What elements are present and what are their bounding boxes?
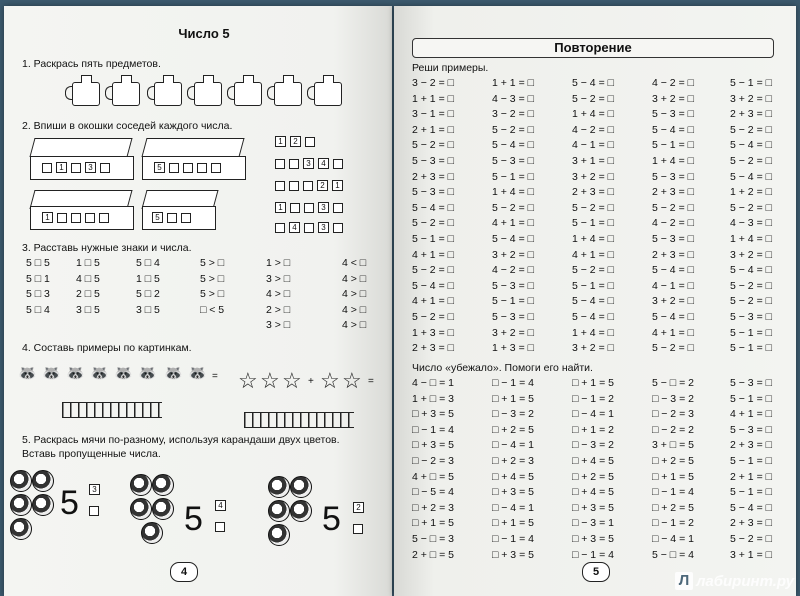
star-icon: ☆ <box>342 368 362 393</box>
ball-icon <box>10 518 32 540</box>
plus-sign: + <box>308 376 314 387</box>
missing-col-1: 4 − □ = 1 1 + □ = 3 □ + 3 = 5 □ − 1 = 4 □ + 3 = 5 □ − 2 = 3 4 + □ = 5 □ − 5 = 4 □ + 2 = 3 □ + 1 = 5 5 − □ = 3 2 + □ = 5 <box>412 377 454 561</box>
star-icon: ☆ <box>238 368 258 393</box>
teapot-icon <box>194 82 222 106</box>
raccoon-icon: 🦝 <box>188 365 207 382</box>
teapot-icon <box>314 82 342 106</box>
ball-icon <box>141 522 163 544</box>
answer-cells <box>62 402 162 418</box>
ball-icon <box>268 500 290 522</box>
escaped-heading: Число «убежало». Помоги его найти. <box>412 362 593 374</box>
task5-subtext: Вставь пропущенные числа. <box>22 448 161 460</box>
raccoon-icon: 🦝 <box>114 365 133 382</box>
empty-cell[interactable] <box>89 506 99 516</box>
number-five: 5 <box>184 500 203 538</box>
ball-icon <box>152 474 174 496</box>
raccoon-icon: 🦝 <box>66 365 85 382</box>
house-roof <box>29 138 132 157</box>
equals-sign: = <box>212 371 218 382</box>
left-page: Число 5 1. Раскрась пять предметов. 2. Впиши в окошки соседей каждого числа. 1 3 5 1 5 1 2 3 4 2 1 1 3 4 3 3. Расставь нужные знаки и числа. 5 □ 5 5 □ 1 5 □ 3 5 □ 4 1 □ 5 4 □ 5 2 □ 5 3 □ 5 5 □ 4 1 □ 5 5 □ 2 3 □ 5 5 > □ 5 > □ 5 > □ □ < 5 1 > □ 3 > □ 4 > □ 2 > □ 3 > □ 4 < □ 4 > □ 4 > □ 4 > □ 4 > □ 4. Составь примеры по картинкам. 🦝 🦝 🦝 🦝 🦝 🦝 🦝 🦝 = ☆ ☆ ☆ + ☆ ☆ = 5. Раскрась мячи по-разному, используя карандаши двух цветов. Вставь пропущенные числа. 5 3 5 4 5 2 4 <box>4 6 392 596</box>
labirint-logo-icon: Л <box>675 572 693 590</box>
raccoon-icon: 🦝 <box>42 365 61 382</box>
task3-text: 3. Расставь нужные знаки и числа. <box>22 242 192 254</box>
part-number: 2 <box>353 502 364 513</box>
examples-col-3: 5 − 4 = □ 5 − 2 = □ 1 + 4 = □ 4 − 2 = □ 4 − 1 = □ 3 + 1 = □ 3 + 2 = □ 2 + 3 = □ 5 − 2 = □ 5 − 1 = □ 1 + 4 = □ 4 + 1 = □ 5 − 2 = □ 5 − 1 = □ 5 − 4 = □ 5 − 4 = □ 1 + 4 = □ 3 + 2 = □ <box>572 77 614 355</box>
ball-icon <box>130 498 152 520</box>
house: 1 <box>30 206 134 230</box>
page-number: 4 <box>170 562 198 582</box>
equals-sign: = <box>368 376 374 387</box>
raccoon-icon: 🦝 <box>90 365 109 382</box>
teapot-icon <box>274 82 302 106</box>
compare-col: 1 □ 5 4 □ 5 2 □ 5 3 □ 5 <box>76 257 100 316</box>
teapot-icon <box>234 82 262 106</box>
compare-col: 5 □ 4 1 □ 5 5 □ 2 3 □ 5 <box>136 257 160 316</box>
raccoon-icon: 🦝 <box>138 365 157 382</box>
right-page <box>394 6 796 596</box>
part-number: 3 <box>89 484 100 495</box>
ball-icon <box>290 500 312 522</box>
examples-col-2: 1 + 1 = □ 4 − 3 = □ 3 − 2 = □ 5 − 2 = □ 5 − 4 = □ 5 − 3 = □ 5 − 1 = □ 1 + 4 = □ 5 − 2 = □ 4 + 1 = □ 5 − 4 = □ 3 + 2 = □ 4 − 2 = □ 5 − 3 = □ 5 − 1 = □ 5 − 3 = □ 3 + 2 = □ 1 + 3 = □ <box>492 77 534 355</box>
part-number: 4 <box>215 500 226 511</box>
star-icon: ☆ <box>282 368 302 393</box>
number-five: 5 <box>322 500 341 538</box>
watermark <box>675 572 794 590</box>
star-icon: ☆ <box>320 368 340 393</box>
raccoon-icon: 🦝 <box>164 365 183 382</box>
compare-col: 4 < □ 4 > □ 4 > □ 4 > □ 4 > □ <box>342 257 367 332</box>
ball-icon <box>10 494 32 516</box>
raccoon-icon: 🦝 <box>18 365 37 382</box>
watermark-text: лабиринт.ру <box>696 572 794 590</box>
compare-col: 1 > □ 3 > □ 4 > □ 2 > □ 3 > □ <box>266 257 291 332</box>
solve-heading: Реши примеры. <box>412 62 489 74</box>
ball-icon <box>290 476 312 498</box>
missing-col-2: □ − 1 = 4 □ + 1 = 5 □ − 3 = 2 □ + 2 = 5 □ − 4 = 1 □ + 2 = 3 □ + 4 = 5 □ + 3 = 5 □ − 4 = 1 □ + 1 = 5 □ − 1 = 4 □ + 3 = 5 <box>492 377 534 561</box>
ball-icon <box>268 524 290 546</box>
examples-col-1: 3 − 2 = □ 1 + 1 = □ 3 − 1 = □ 2 + 1 = □ 5 − 2 = □ 5 − 3 = □ 2 + 3 = □ 5 − 3 = □ 5 − 4 = □ 5 − 2 = □ 5 − 1 = □ 4 + 1 = □ 5 − 2 = □ 5 − 4 = □ 4 + 1 = □ 5 − 2 = □ 1 + 3 = □ 2 + 3 = □ <box>412 77 454 355</box>
ball-icon <box>32 470 54 492</box>
house-roof <box>141 138 244 157</box>
examples-col-4: 4 − 2 = □ 3 + 2 = □ 5 − 3 = □ 5 − 4 = □ 5 − 1 = □ 1 + 4 = □ 5 − 3 = □ 2 + 3 = □ 5 − 2 = □ 4 − 2 = □ 5 − 3 = □ 2 + 3 = □ 5 − 4 = □ 4 − 1 = □ 3 + 2 = □ 5 − 4 = □ 4 + 1 = □ 5 − 2 = □ <box>652 77 694 355</box>
star-icon: ☆ <box>260 368 280 393</box>
empty-cell[interactable] <box>353 524 363 534</box>
ball-icon <box>130 474 152 496</box>
ball-icon <box>268 476 290 498</box>
teapot-icon <box>154 82 182 106</box>
page-number: 5 <box>582 562 610 582</box>
missing-col-3: □ + 1 = 5 □ − 1 = 2 □ − 4 = 1 □ + 1 = 2 □ − 3 = 2 □ + 4 = 5 □ + 2 = 5 □ + 4 = 5 □ + 3 = 5 □ − 3 = 1 □ + 3 = 5 □ − 1 = 4 <box>572 377 614 561</box>
missing-col-4: 5 − □ = 2 □ − 3 = 2 □ − 2 = 3 □ − 2 = 2 3 + □ = 5 □ + 2 = 5 □ + 1 = 5 □ − 1 = 4 □ + 2 = 5 □ − 1 = 2 □ − 4 = 1 5 − □ = 4 <box>652 377 694 561</box>
teapot-icon <box>72 82 100 106</box>
ball-icon <box>10 470 32 492</box>
task1-text: 1. Раскрась пять предметов. <box>22 58 161 70</box>
compare-col: 5 □ 5 5 □ 1 5 □ 3 5 □ 4 <box>26 257 50 316</box>
ball-icon <box>32 494 54 516</box>
house: 1 3 <box>30 156 134 180</box>
missing-col-5: 5 − 3 = □ 5 − 1 = □ 4 + 1 = □ 5 − 3 = □ 2 + 3 = □ 5 − 1 = □ 2 + 1 = □ 5 − 1 = □ 5 − 4 = □ 2 + 3 = □ 5 − 2 = □ 3 + 1 = □ <box>730 377 772 561</box>
task5-text: 5. Раскрась мячи по-разному, используя карандаши двух цветов. <box>22 434 340 446</box>
compare-col: 5 > □ 5 > □ 5 > □ □ < 5 <box>200 257 225 316</box>
examples-col-5: 5 − 1 = □ 3 + 2 = □ 2 + 3 = □ 5 − 2 = □ 5 − 4 = □ 5 − 2 = □ 5 − 4 = □ 1 + 2 = □ 5 − 2 = □ 4 − 3 = □ 1 + 4 = □ 3 + 2 = □ 5 − 4 = □ 5 − 2 = □ 5 − 2 = □ 5 − 3 = □ 5 − 1 = □ 5 − 1 = □ <box>730 77 772 355</box>
task2-text: 2. Впиши в окошки соседей каждого числа. <box>22 120 233 132</box>
house: 5 <box>142 206 216 230</box>
house: 5 <box>142 156 246 180</box>
empty-cell[interactable] <box>215 522 225 532</box>
task4-text: 4. Составь примеры по картинкам. <box>22 342 192 354</box>
page-title: Повторение <box>412 38 774 58</box>
page-title: Число 5 <box>178 26 230 41</box>
answer-cells <box>244 412 354 428</box>
number-five: 5 <box>60 484 79 522</box>
ball-icon <box>152 498 174 520</box>
teapot-icon <box>112 82 140 106</box>
